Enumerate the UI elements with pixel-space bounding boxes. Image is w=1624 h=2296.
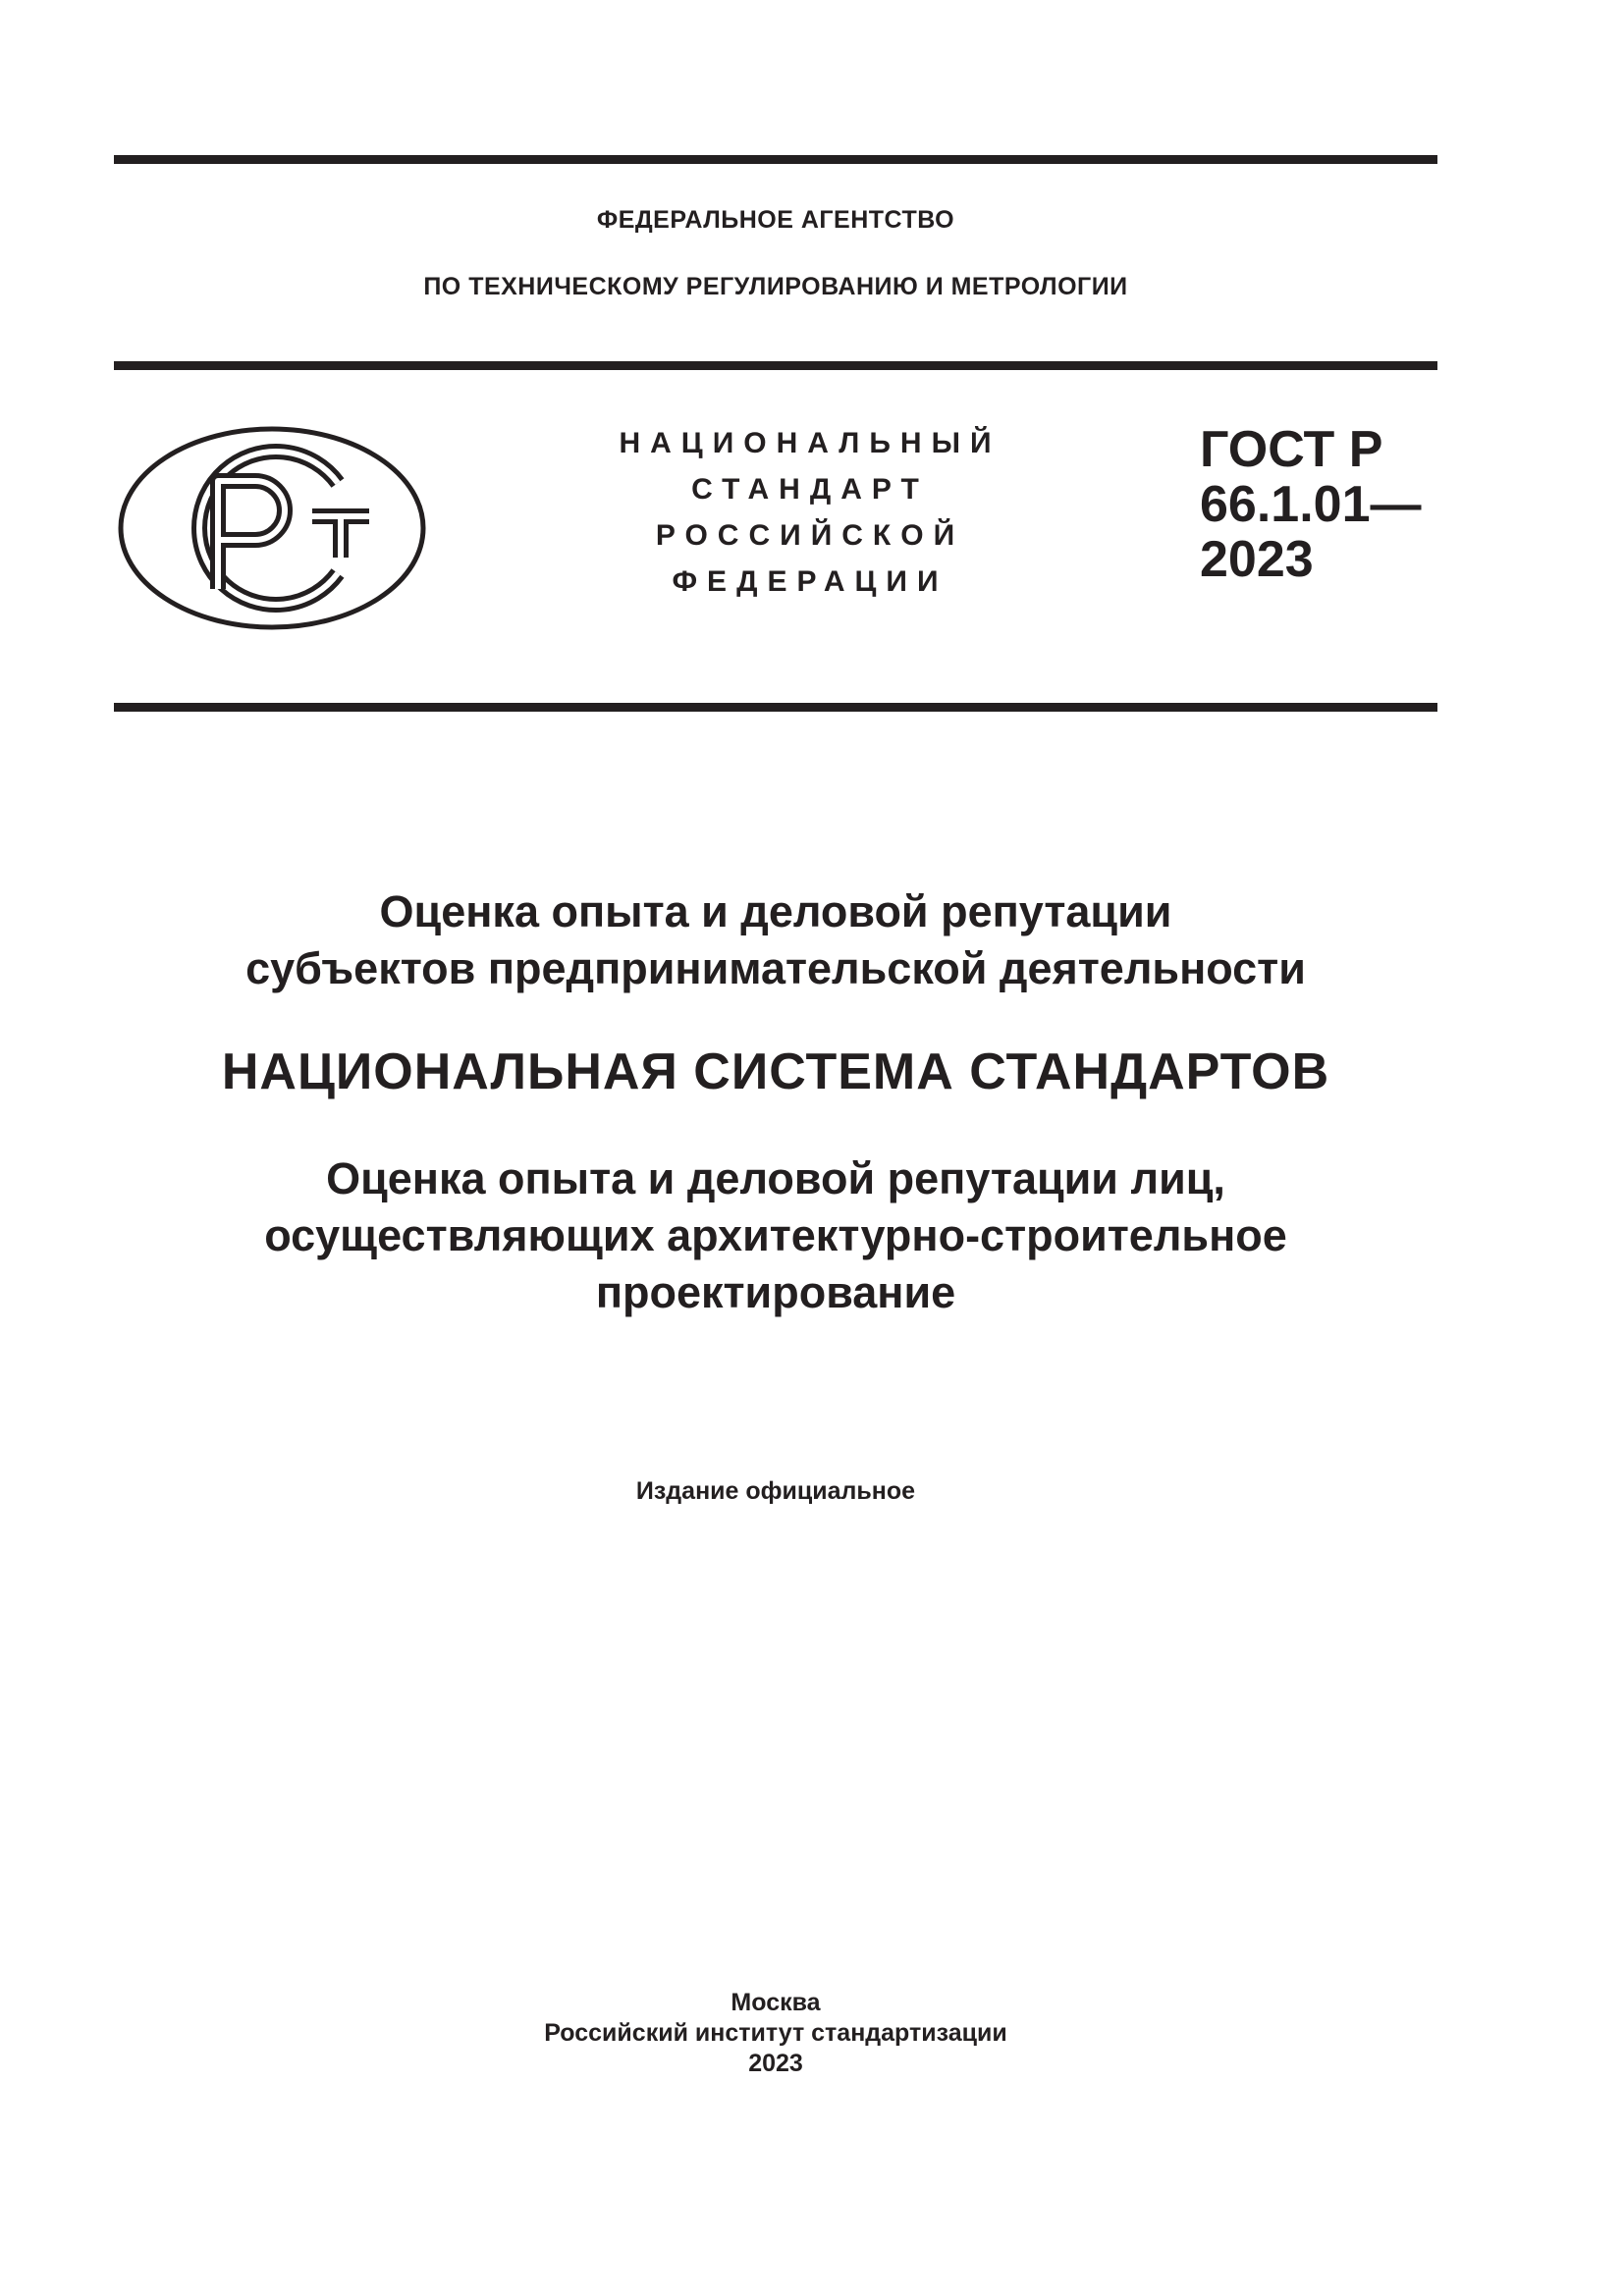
standard-type-line2: СТАНДАРТ <box>691 473 929 506</box>
imprint <box>114 1988 1437 2079</box>
top-rule <box>114 155 1437 164</box>
title-rule <box>114 703 1437 712</box>
title-part3-line2: осуществляющих архитектурно-строительное <box>264 1210 1287 1260</box>
header-rule <box>114 361 1437 370</box>
standard-type-line3: РОССИЙСКОЙ <box>655 519 965 552</box>
title-part1-line2: субъектов предпринимательской деятельности <box>245 943 1306 993</box>
standard-type-line4: ФЕДЕРАЦИИ <box>672 565 948 598</box>
imprint-city: Москва <box>731 1989 821 2016</box>
edition-note: Издание официальное <box>635 1477 916 1505</box>
title-part3-line3: проектирование <box>595 1267 956 1317</box>
standard-type-line1: НАЦИОНАЛЬНЫЙ <box>619 427 1001 459</box>
standard-designation <box>1200 422 1422 587</box>
title-part1-line1: Оценка опыта и деловой репутации <box>379 886 1172 936</box>
title-part3 <box>114 1150 1437 1321</box>
designation-line2: 66.1.01— <box>1200 476 1422 533</box>
title-part3-line1: Оценка опыта и деловой репутации лиц, <box>326 1153 1225 1203</box>
standard-type <box>535 420 1085 605</box>
designation-line3: 2023 <box>1200 531 1314 588</box>
title-part1 <box>114 883 1437 997</box>
rst-certification-mark-icon <box>116 424 428 632</box>
imprint-publisher: Российский институт стандартизации <box>544 2019 1007 2047</box>
imprint-year: 2023 <box>748 2050 803 2077</box>
designation-line1: ГОСТ Р <box>1200 421 1383 478</box>
title-part2: НАЦИОНАЛЬНАЯ СИСТЕМА СТАНДАРТОВ <box>221 1043 1330 1100</box>
agency-name-line2: ПО ТЕХНИЧЕСКОМУ РЕГУЛИРОВАНИЮ И МЕТРОЛОГИИ <box>423 273 1128 300</box>
agency-name-line1: ФЕДЕРАЛЬНОЕ АГЕНТСТВО <box>596 206 955 234</box>
